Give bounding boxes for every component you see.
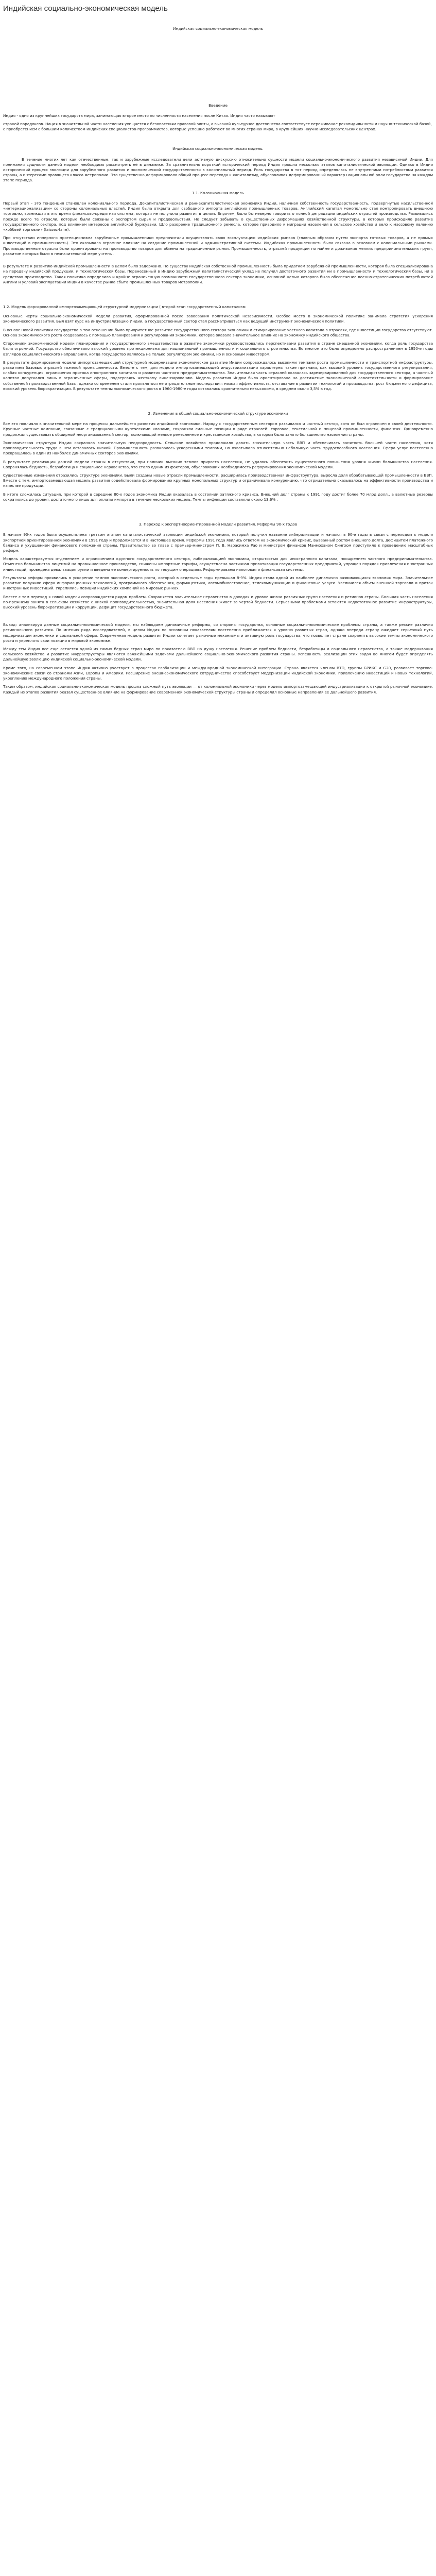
state-planning-paragraph: В результате формирования модели импортозамещающей структурной модернизации экономическое развитие Индии сопровождалось высокими темпами роста промышленности и транспортной инфраструктуры, развитием базовых отраслей тяжелой промышленности. Вместе с тем, для модели импортозамещающей индустриализации характерны такие признаки, как высокий уровень государственного регулирования, слабая конкуренция, ограничения притока иностранного капитала и развития частного предпринимательства. Значительная часть отраслей оказалась зарезервированной для государственного сектора, а частный капитал допускался лишь в ограниченные сферы, подвергаясь жесткому лицензированию. Модель развития Индии была ориентирована на достижение экономической самостоятельности и формирование собственной производственной базы, однако со временем стали проявляться ее отрицательные последствия: низкая эффективность, отставание в развитии технологий и производства, рост бюджетного дефицита, высокий уровень бюрократизации. В результате темпы экономического роста в 1960-1980-е годы оставались сравнительно невысокими, в среднем около 3,5% в год. (3, 360, 433, 391)
economy-change-paragraph: Существенные изменения отразились структуре экономики. Были созданы новые отрасли промышленности, расширилась производственная инфраструктура, выросла доля обрабатывающей промышленности в ВВП. Вместе с тем, импортозамещающая модель развития содействовала формированию крупных монопольных структур и ограничивала конкуренцию, что отрицательно сказывалось на эффективности производства и качестве продукции. (3, 473, 433, 488)
state-planning-heading: 1.2. Модель форсированной импортозамещающей структурной модернизации ( второй этап государственный капитализм (3, 304, 246, 309)
economy-change-heading: 2. Изменения в общей социально-экономической структуре экономики (148, 411, 288, 416)
reforms-paragraph: Модель характеризуется отделением и ограничением крупного государственного сектора, либерализацией экономики, открытостью для иностранного капитала, поощрением частного предпринимательства. Отменено большинство лицензий на промышленное производство, снижены импортные тарифы, осуществлена частичная приватизация государственных предприятий, упрощен порядок привлечения иностранных инвестиций, проведена девальвация рупии и введена ее конвертируемость по текущим операциям. Реформированы налоговая и финансовая системы. (3, 556, 433, 572)
document-subtitle: Индийская социально-экономическая модель (173, 26, 263, 31)
intro-paragraph: Индия - одно из крупнейших государств мира, занимающая второе место по численности населения после Китая. Индия часто называют (3, 113, 275, 118)
colonial-paragraph: При отсутствии иннерного протекционизма зарубежные промышленники предпочитали осуществлять свою эксплуатацию индийских рынков (главным образом путем экспорта готовых товаров, а не прямых инвестиций в промышленность). Это оказывало огромное влияние на создание промышленной и административной системы. Индийская промышленность была связана в основном с колониальными рынками. Производственные отрасли были ориентированы на производство товаров для обмена на традиционные рынки. Промышленность, отраслей продукции по найме и доживания мелких предпринимательских групп, развитие которых были в незначительной мере учтены. (3, 235, 433, 256)
spacer (3, 260, 433, 264)
spacer (3, 135, 433, 139)
model-heading: Индийская социально-экономическая модель. (172, 146, 264, 151)
page-title: Индийская социально-экономическая модель (3, 4, 168, 13)
reforms-heading: 3. Переход к экспортноориентированной модели развития. Реформы 90-х годов (138, 522, 298, 527)
conclusion-paragraph: Кроме того, на современном этапе Индия активно участвует в процессах глобализации и международной экономической интеграции. Страна является членом ВТО, группы БРИКС и G20, развивает торгово-экономические связи со странами Азии, Европы и Америки. Расширение внешнеэкономического сотрудничества способствует модернизации индийской экономики, привлечению инвестиций и новых технологий, укреплению международного положения страны. (3, 665, 433, 681)
spacer (3, 505, 433, 515)
conclusion-paragraph: Вывод: анализируя данные социально-экономической модели, мы наблюдаем динамичные реформы, со стороны государства, основные социально-экономические проблемы страны, а также резкие различия регионального развития. По мнению ряда исследователей, в целом Индия по основным показателям постепенно приближается к уровню развитых стран, однако впереди страну ожидает серьезный путь модернизации экономики и социальной сферы. Современная модель развития Индии сочетает рыночные механизмы и активную роль государства, что позволяет стране сохранять высокие темпы экономического роста и укреплять свои позиции в мировой экономике. (3, 622, 433, 643)
state-planning-paragraph: В основе новой политики государства в том отношении было приоритетное развитие государственного сектора экономики и стимулирование частного капитала в отраслях, где инвестиции государства отсутствуют. Основа экономического роста создавалась с помощью планирования и регулирования экономики, которое оказало значительное влияние на экономику индийского общества. (3, 327, 433, 337)
model-paragraph: В течение многих лет как отечественные, так и зарубежные исследователи вели активную дискуссию относительно сущности модели социально-экономического развития независимой Индии. Для понимания сущности данной модели необходимо рассмотреть её в динамике. За сравнительно короткий исторический период Индия прошла несколько этапов капиталистической эволюции. Однако в Индии исторический процесс эволюции для зарубежного развития и экономической государственности в колониальный период. Роль государства в тот период определялась не внутренними потребностями развития страны, а интересами правящего класса метрополии. Это существенно деформировало общий процесс перехода к капитализму, обусловливая деформированный характер национальной роли государства на каждом этапе периода. (3, 157, 433, 183)
state-planning-paragraph: Сторонники экономической модели планирования и государственного вмешательства в развитие экономики руководствовались перспективами развития в стране смешанной экономики, когда роль государства была огромной. Государство обеспечивало высокий уровень протекционизма для национальной промышленности и социального строительства. Во многом это было определено распространением в 1950-е годы взглядов социалистического направления, когда государство являлось не только регулятором экономики, но и основным инвестором. (3, 341, 433, 357)
colonial-paragraph: Первый этап – это тенденция становлен колониального периода. Докапиталистическая и раннекапиталистическая экономика Индии, наличная собственность государственность, подвергнутые насильственной «интернационализации» со стороны колониальных властей, Индия была открыта для свободного импорта английских промышленных товаров, Английский капитал монопольно стал контролировать внешнюю торговлю, возникшая в это время финансово-кредитная система, которая не получила развития в целом. Впрочем, было бы неверно говорить о полной деградации индийских отраслей производства. Развивались прежде всего те отрасли, которые были связаны с экспортом сырья и продовольствия. Не следует забывать о существенных деформациях хозяйственной структуры, в которых происходило развитие государственного сектора, под влиянием интересов английской буржуазии. Шло разорение традиционного ремесла, которое приводило к миграции населения в сельское хозяйство и вело к массовому явлению «хоббьей торговли» (laissez-faire). (3, 200, 433, 232)
colonial-heading: 1.1. Колониальная модель (192, 190, 244, 195)
blank-space (3, 34, 433, 96)
intro-heading: Введение (208, 103, 228, 108)
economy-change-paragraph: Все это повлияло в значительной мере на процессы дальнейшего развития индийской экономики. Наряду с государственным сектором развивался и частный сектор, хотя он был ограничен в своей деятельности. Крупные частные компании, связанные с традиционными купеческими кланами, сохраняли сильные позиции в ряде отраслей: торговле, текстильной и пищевой промышленности, финансах. Одновременно продолжал существовать обширный неорганизованный сектор, включающий мелкое ремесленное и крестьянское хозяйство, в котором было занято большинство населения страны. (3, 421, 433, 437)
reforms-paragraph: Результаты реформ проявились в ускорении темпов экономического роста, который в отдельные годы превышал 8-9%. Индия стала одной из наиболее динамично развивающихся экономик мира. Значительное развитие получили сфера информационных технологий, программного обеспечения, фармацевтика, автомобилестроение, телекоммуникации и финансовые услуги. Увеличился объем внешней торговли и приток иностранных инвестиций. Укрепились позиции индийских компаний на мировых рынках. (3, 575, 433, 591)
reforms-paragraph: Вместе с тем переход к новой модели сопровождается рядом проблем. Сохраняется значительное неравенство в доходах и уровне жизни различных групп населения и регионов страны. Большая часть населения по-прежнему занята в сельском хозяйстве с низкой производительностью, значительная доля населения живет за чертой бедности. Серьезными проблемами остаются недостаточное развитие инфраструктуры, высокий уровень бюрократизации и коррупции, дефицит государственного бюджета. (3, 594, 433, 609)
spacer (3, 613, 433, 622)
intro-paragraph: страной парадоксов. Нация в значительной части населения ухищается с безопастным правовой элиты, а высокой культурное достоинства соответствует переживание рекапидильности и научно-технической базой, с приобретением с большим количеством индийских специалистов-программистов, которые успешно работают во многих странах мира, в крупнейших научно-исследовательских центрах. (3, 121, 432, 132)
economy-change-paragraph: Экономическая структура Индии сохраняла значительную неоднородность. Сельское хозяйство продолжало давать значительную часть ВВП и обеспечивать занятость большей части населения, хотя производительность труда в нем оставалась низкой. Промышленность развивалась ускоренными темпами, но охватывала относительно небольшую часть трудоспособного населения. Сфера услуг постепенно превращалась в один из наиболее динамичных секторов экономики. (3, 440, 433, 456)
spacer (3, 288, 433, 297)
document (0, 3, 436, 695)
spacer (3, 395, 433, 404)
conclusion-paragraph: Между тем Индия все еще остается одной из самых бедных стран мира по показателю ВВП на душу населения. Решение проблем бедности, безработицы и социального неравенства, а также модернизация сельского хозяйства и развитие инфраструктуры являются важнейшими задачами дальнейшего социально-экономического развития страны. Успешность реализации этих задач во многом будет определять дальнейшую эволюцию индийской социально-экономической модели. (3, 647, 433, 662)
economy-change-paragraph: В результате реализации данной модели страны в отсутствии, при наличии высоких темпов прироста населения, не удалось обеспечить существенного повышения уровня жизни большинства населения. Сохранялась бедность, безработица и социальное неравенство, что стало одним из факторов, обусловивших необходимость реформирования экономической модели. (3, 459, 433, 469)
post-colonial-paragraph: В результате к развитию индийской промышленности в целом было задержано. По существу индийская собственной промышленность была придатком зарубежной промышленности, которая была специализирована на передачу индийской продукции, и технологической базы. Перенесенный в Индию зарубежный капиталистический уклад не получил достаточного развития ни в промышленности и технологический базы, ни в средствах производства. Такая политика определила и крайне ограниченную возможности государственного сектора экономики, основной целью которого было обеспечение военно-стратегических потребностей Англии и условий эксплуатации Индии в качестве рынка сбыта промышленных товаров метрополии. (3, 264, 433, 284)
reforms-paragraph: В начале 90-х годов была осуществлена третьим этапом капиталистической эволюции индийской экономики, который получил название либерализации и начался в 90-е годы в связи с переходом к модели экспортной ориентированной экономики в 1991 году и продолжается и в настоящее время. Реформы 1991 года явились ответом на экономический кризис, вызванный ростом внешнего долга, дефицитом платежного баланса и ухудшением финансового положения страны. Правительство во главе с премьер-министром П. В. Нарасимха Рао и министром финансов Манмоханом Сингхом приступило к проведению масштабных реформ. (3, 532, 433, 553)
economy-change-paragraph: В итоге сложилась ситуация, при которой в середине 80-х годов экономика Индии оказалась в состоянии затяжного кризиса. Внешний долг страны к 1991 году достиг более 70 млрд долл., а валютные резервы сократились до уровня, достаточного лишь для оплаты импорта в течение нескольких недель. Темпы инфляции составляли около 13,6% . (3, 492, 433, 502)
conclusion-paragraph: Таким образом, индийская социально-экономическая модель прошла сложный путь эволюции — от колониальной экономики через модель импортозамещающей индустриализации к открытой рыночной экономике. Каждый из этапов развития оказал существенное влияние на формирование современной экономической структуры страны и определил основные направления ее дальнейшего развития. (3, 684, 433, 694)
state-planning-paragraph: Основные черты социально-экономической модели развития, сформированной после завоевания политической независимости. Особое место в экономической политике занимала стратегия ускорения экономического развития. Был взят курс на индустриализацию Индии, а государственный сектор стал рассматриваться как ведущий инструмент экономической политики. (3, 314, 433, 324)
